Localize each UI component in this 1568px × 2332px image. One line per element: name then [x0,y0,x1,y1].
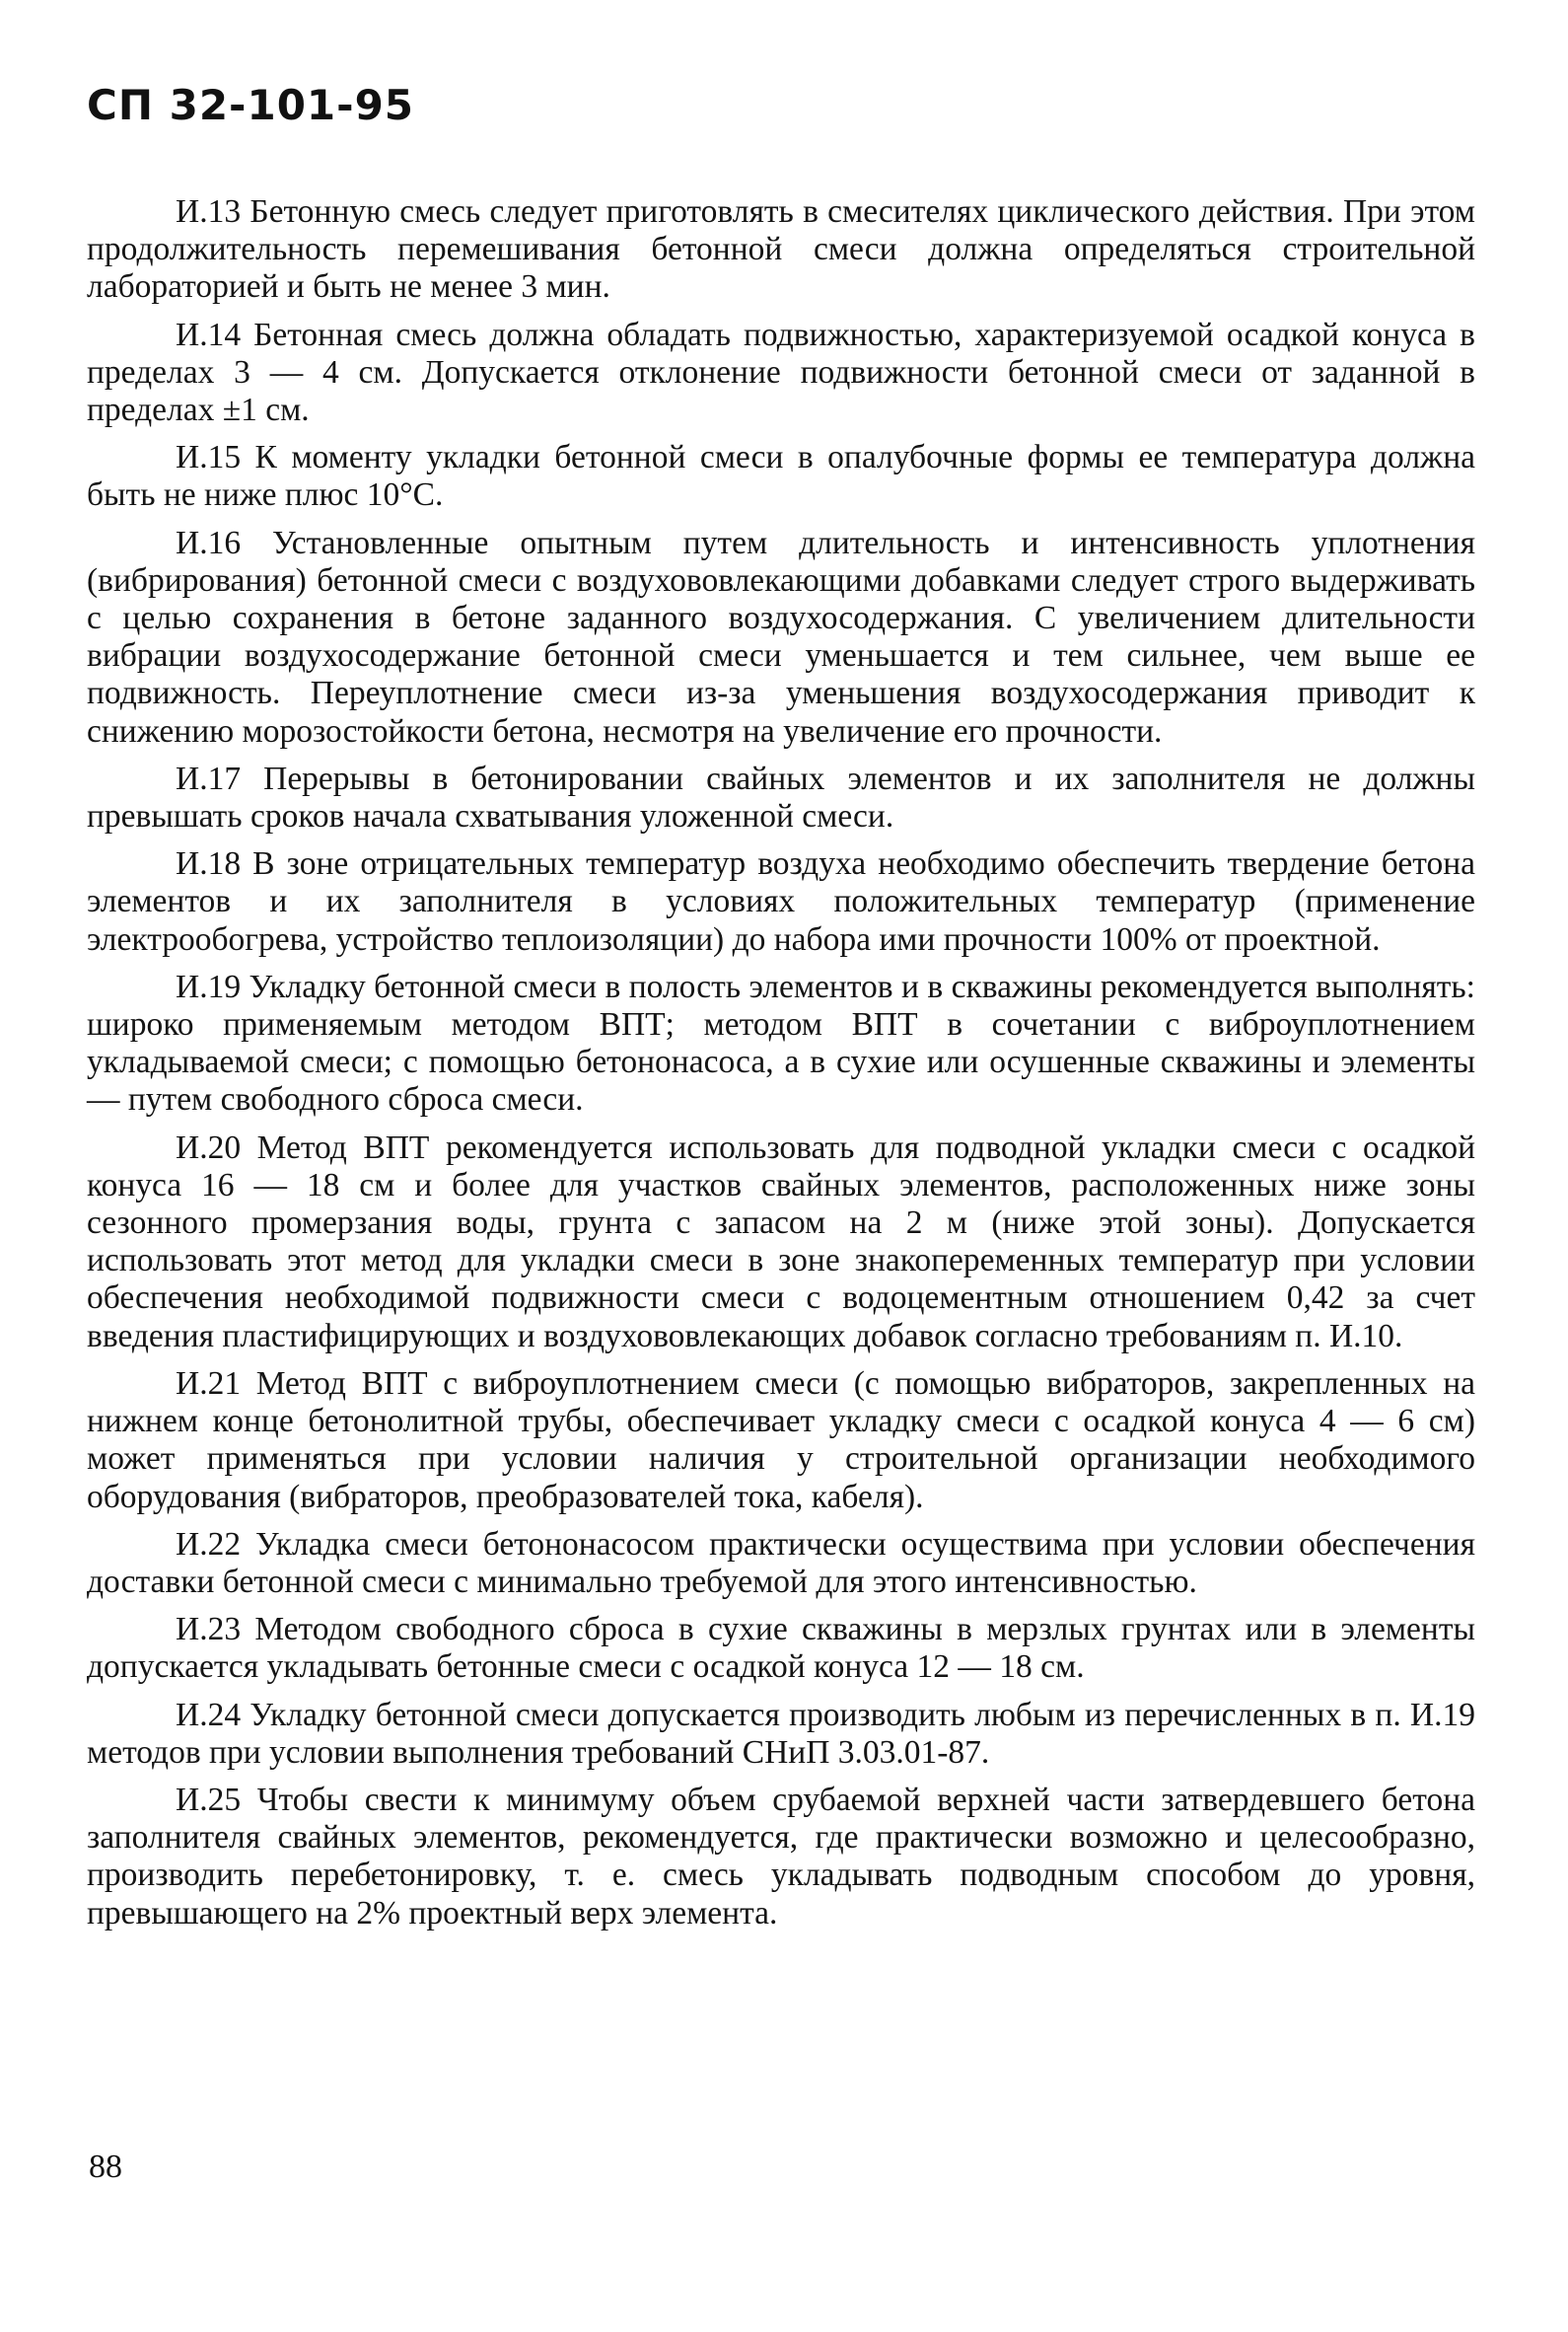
paragraph-i20: И.20 Метод ВПТ рекомендуется использовать для подводной укладки смеси с осадкой конуса 16 — 18 см и более для участков свайных элементов, расположенных ниже зоны сезонного промерзания воды, грунта с запасом на 2 м (ниже этой зоны). Допускается использовать этот метод для укладки смеси в зоне знакопеременных температур при условии обеспечения необходимой подвижности смеси с водоцементным отношением 0,42 за счет введения пластифицирующих и воздухововлекающих добавок согласно требованиям п. И.10. [87,1129,1475,1354]
paragraph-i22: И.22 Укладка смеси бетононасосом практически осуществима при условии обеспечения доставки бетонной смеси с минимально требуемой для этого интенсивностью. [87,1525,1475,1600]
paragraph-i23: И.23 Методом свободного сброса в сухие скважины в мерзлых грунтах или в элементы допускается укладывать бетонные смеси с осадкой конуса 12 — 18 см. [87,1611,1475,1686]
paragraph-i17: И.17 Перерывы в бетонировании свайных элементов и их заполнителя не должны превышать сроков начала схватывания уложенной смеси. [87,760,1475,836]
paragraph-i16: И.16 Установленные опытным путем длительность и интенсивность уплотнения (вибрирования) бетонной смеси с воздухововлекающими добавками следует строго выдерживать с целью сохранения в бетоне заданного воздухосодержания. С увеличением длительности вибрации воздухосодержание бетонной смеси уменьшается и тем сильнее, чем выше ее подвижность. Переуплотнение смеси из-за уменьшения воздухосодержания приводит к снижению морозостойкости бетона, несмотря на увеличение его прочности. [87,524,1475,750]
paragraph-i19: И.19 Укладку бетонной смеси в полость элементов и в скважины рекомендуется выполнять: широко применяемым методом ВПТ; методом ВПТ в сочетании с виброуплотнением укладываемой смеси; с помощью бетононасоса, а в сухие или осушенные скважины и элементы — путем свободного сброса смеси. [87,968,1475,1119]
paragraph-i24: И.24 Укладку бетонной смеси допускается производить любым из перечисленных в п. И.19 методов при условии выполнения требований СНиП 3.03.01-87. [87,1696,1475,1771]
document-code-header: СП 32-101-95 [87,81,415,129]
document-body [87,193,1475,1942]
paragraph-i15: И.15 К моменту укладки бетонной смеси в опалубочные формы ее температура должна быть не ниже плюс 10°С. [87,439,1475,514]
paragraph-i14: И.14 Бетонная смесь должна обладать подвижностью, характеризуемой осадкой конуса в пределах 3 — 4 см. Допускается отклонение подвижности бетонной смеси от заданной в пределах ±1 см. [87,316,1475,429]
paragraph-i25: И.25 Чтобы свести к минимуму объем срубаемой верхней части затвердевшего бетона заполнителя свайных элементов, рекомендуется, где практически возможно и целесообразно, производить перебетонировку, т. е. смесь укладывать подводным способом до уровня, превышающего на 2% проектный верх элемента. [87,1781,1475,1931]
paragraph-i18: И.18 В зоне отрицательных температур воздуха необходимо обеспечить твердение бетона элементов и их заполнителя в условиях положительных температур (применение электрообогрева, устройство теплоизоляции) до набора ими прочности 100% от проектной. [87,845,1475,958]
paragraph-i13: И.13 Бетонную смесь следует приготовлять в смесителях циклического действия. При этом продолжительность перемешивания бетонной смеси должна определяться строительной лабораторией и быть не менее 3 мин. [87,193,1475,306]
paragraph-i21: И.21 Метод ВПТ с виброуплотнением смеси (с помощью вибраторов, закрепленных на нижнем конце бетонолитной трубы, обеспечивает укладку смеси с осадкой конуса 4 — 6 см) может применяться при условии наличия у строительной организации необходимого оборудования (вибраторов, преобразователей тока, кабеля). [87,1364,1475,1515]
page-number: 88 [89,2149,122,2185]
